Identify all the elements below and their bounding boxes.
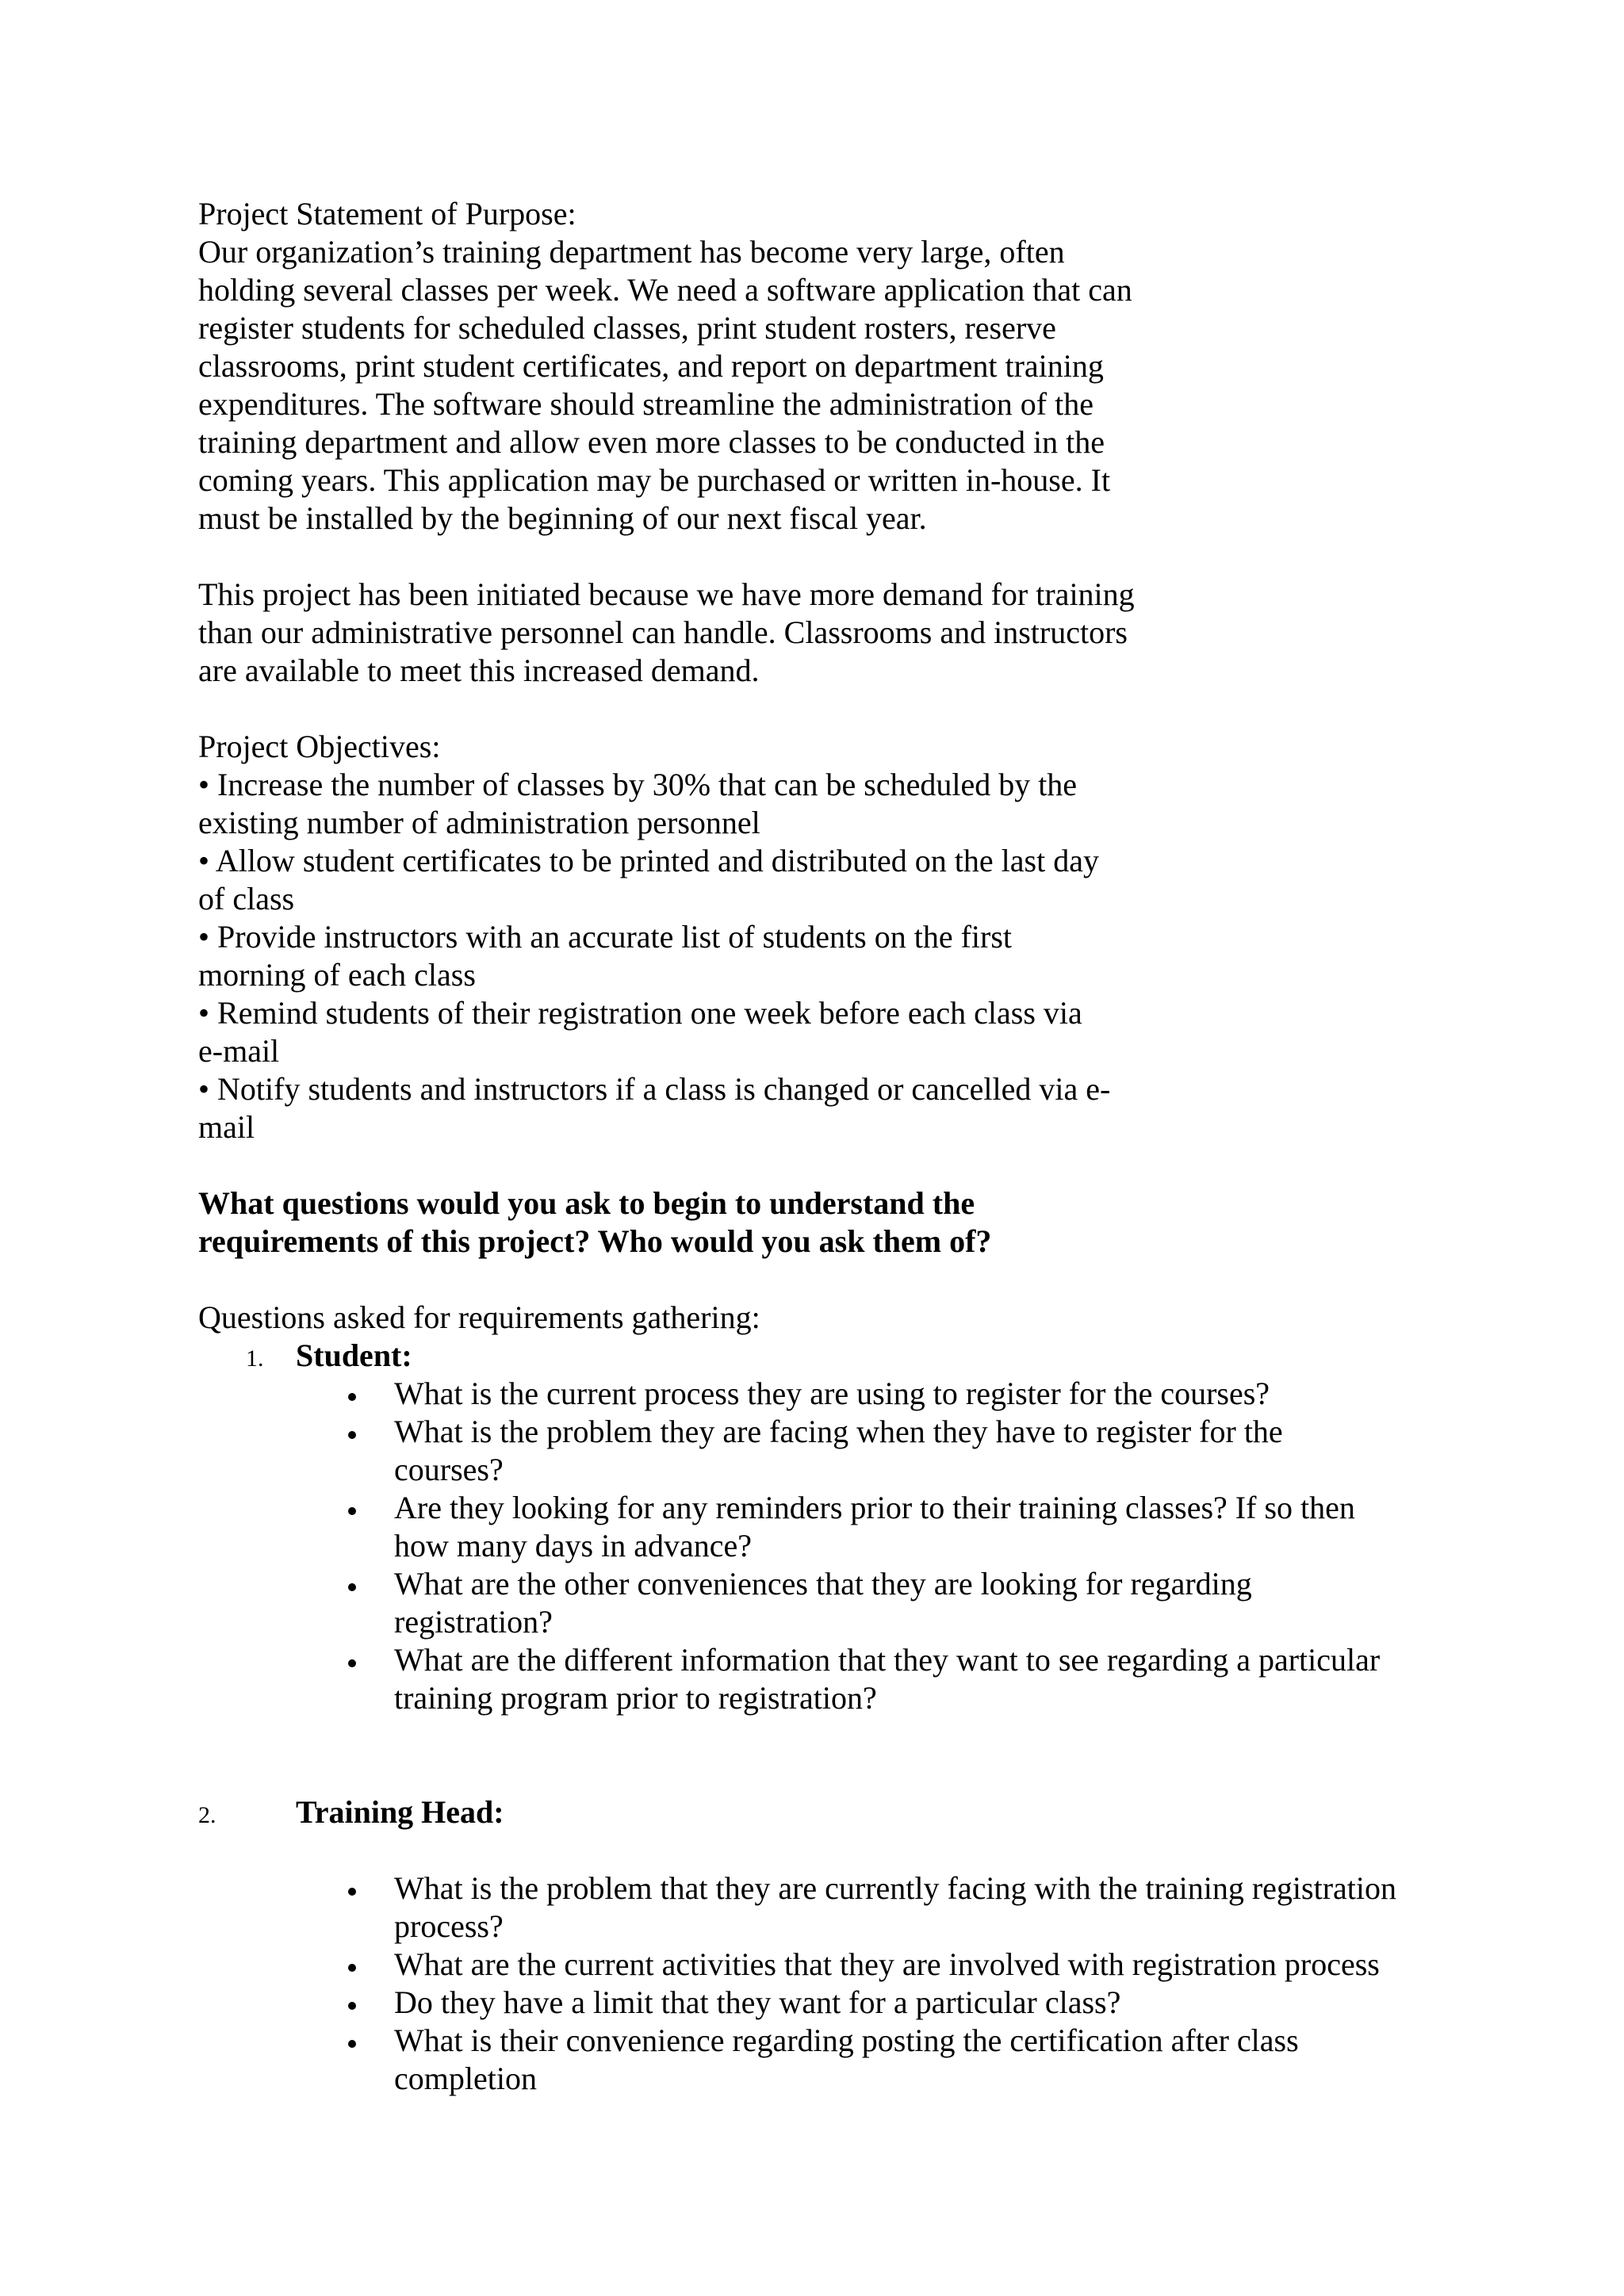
initiated-line: than our administrative personnel can handle. Classrooms and instructors (198, 614, 1128, 650)
student-question-cont: registration? (394, 1604, 553, 1640)
student-question-cont: how many days in advance? (394, 1528, 752, 1563)
student-question: What are the different information that they want to see regarding a particular (394, 1642, 1381, 1678)
statement-line: must be installed by the beginning of our next fiscal year. (198, 500, 927, 536)
objective-line: morning of each class (198, 957, 476, 993)
bullet-icon: • (198, 767, 210, 802)
bullet-icon: • (198, 919, 210, 955)
objective-text: Provide instructors with an accurate list of students on the first (217, 919, 1013, 955)
student-question: What is the current process they are using to register for the courses? (394, 1376, 1270, 1411)
training-head-question: Do they have a limit that they want for a particular class? (394, 1984, 1121, 2020)
objective-line: e-mail (198, 1033, 280, 1069)
objective-line: existing number of administration personnel (198, 805, 760, 840)
training-head-question: What are the current activities that they are involved with registration process (394, 1946, 1380, 1982)
bullet-icon: • (198, 843, 210, 878)
statement-line: coming years. This application may be purchased or written in-house. It (198, 462, 1111, 498)
statement-line: classrooms, print student certificates, and report on department training (198, 348, 1104, 384)
student-question-cont: training program prior to registration? (394, 1680, 877, 1716)
student-number (246, 1337, 264, 1378)
objective-text: Notify students and instructors if a class is changed or cancelled via e- (217, 1071, 1111, 1107)
statement-line: register students for scheduled classes, print student rosters, reserve (198, 310, 1056, 346)
bullet-icon (348, 2002, 356, 2010)
gathering-heading: Questions asked for requirements gathering: (198, 1299, 760, 1335)
training-head-title: Training Head: (296, 1794, 504, 1830)
bullet-icon (348, 1431, 356, 1439)
objective-text: Increase the number of classes by 30% that can be scheduled by the (217, 767, 1078, 802)
training-head-question: What is the problem that they are currently facing with the training registration (394, 1870, 1397, 1906)
objective-item (198, 1070, 1110, 1108)
bullet-icon (348, 1964, 356, 1972)
student-question-cont: courses? (394, 1452, 504, 1487)
question-line: What questions would you ask to begin to understand the (198, 1185, 975, 1221)
objective-item (198, 918, 1012, 956)
objective-text: Remind students of their registration one week before each class via (217, 995, 1082, 1031)
statement-line: holding several classes per week. We need a software application that can (198, 272, 1132, 308)
student-question: What are the other conveniences that they are looking for regarding (394, 1566, 1252, 1601)
training-head-question: What is their convenience regarding posting the certification after class (394, 2022, 1299, 2058)
objective-text: Allow student certificates to be printed and distributed on the last day (215, 843, 1099, 878)
bullet-icon (348, 1583, 356, 1591)
objectives-heading: Project Objectives: (198, 729, 441, 764)
initiated-line: This project has been initiated because we have more demand for training (198, 576, 1135, 612)
student-question: What is the problem they are facing when they have to register for the (394, 1414, 1283, 1449)
objective-item (198, 842, 1099, 880)
objective-item (198, 766, 1077, 804)
objective-line: of class (198, 881, 295, 916)
bullet-icon: • (198, 1071, 210, 1107)
bullet-icon (348, 1659, 356, 1667)
list-number: 2. (198, 1802, 216, 1828)
statement-line: Our organization’s training department has become very large, often (198, 234, 1065, 270)
bullet-icon: • (198, 995, 210, 1031)
objective-line: mail (198, 1109, 255, 1145)
objective-item (198, 994, 1082, 1032)
bullet-icon (348, 1507, 356, 1515)
bullet-icon (348, 2040, 356, 2048)
training-head-question-cont: completion (394, 2061, 537, 2096)
statement-line: expenditures. The software should streamline the administration of the (198, 386, 1094, 422)
training-head-number (198, 1793, 216, 1835)
bullet-icon (348, 1393, 356, 1401)
initiated-line: are available to meet this increased demand. (198, 652, 760, 688)
question-line: requirements of this project? Who would you ask them of? (198, 1223, 992, 1259)
statement-heading: Project Statement of Purpose: (198, 196, 576, 232)
bullet-icon (348, 1888, 356, 1896)
student-question: Are they looking for any reminders prior to their training classes? If so then (394, 1490, 1355, 1525)
student-title: Student: (296, 1337, 412, 1373)
list-number: 1. (246, 1345, 264, 1372)
statement-line: training department and allow even more classes to be conducted in the (198, 424, 1105, 460)
training-head-question-cont: process? (394, 1908, 504, 1944)
